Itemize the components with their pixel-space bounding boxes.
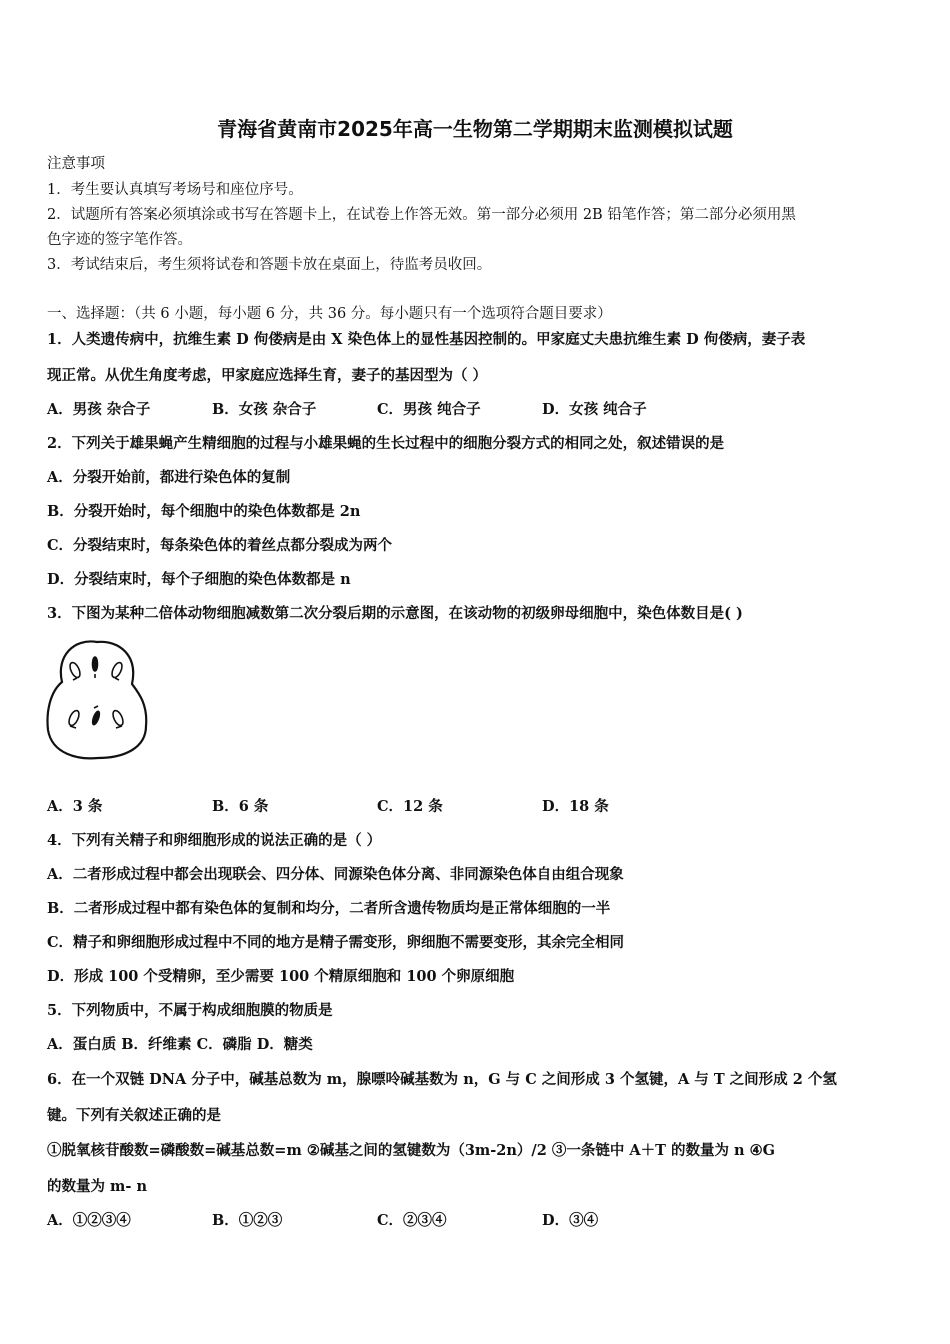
cell-division-figure — [44, 634, 150, 764]
question-2-stem: 2．下列关于雄果蝇产生精细胞的过程与小雄果蝇的生长过程中的细胞分裂方式的相同之处，叙述错误的是 — [47, 435, 725, 452]
option-a: A．分裂开始前，都进行染色体的复制 — [47, 469, 291, 486]
question-6-statements: ①脱氧核苷酸数=磷酸数=碱基总数=m ②碱基之间的氢键数为（3m-2n）/2 ③一条链中 A＋T 的数量为 n ④G — [47, 1142, 776, 1159]
option-b: B．二者形成过程中都有染色体的复制和均分，二者所含遗传物质均是正常体细胞的一半 — [47, 900, 611, 917]
chromosome-group-bottom — [67, 706, 125, 728]
notice-item: 2．试题所有答案必须填涂或书写在答题卡上，在试卷上作答无效。第一部分必须用 2B 铅笔作答；第二部分必须用黑 — [47, 207, 796, 223]
option-d: D．形成 100 个受精卵，至少需要 100 个精原细胞和 100 个卵原细胞 — [47, 968, 515, 985]
option-c: C．精子和卵细胞形成过程中不同的地方是精子需变形，卵细胞不需要变形，其余完全相同 — [47, 934, 625, 951]
option-b: B．分裂开始时，每个细胞中的染色体数都是 2n — [47, 503, 361, 520]
question-6-stem: 6．在一个双链 DNA 分子中，碱基总数为 m，腺嘌呤碱基数为 n，G 与 C 之间形成 3 个氢键，A 与 T 之间形成 2 个氢 — [47, 1071, 837, 1088]
option-b: B．①②③ — [212, 1212, 283, 1229]
option-c: C．分裂结束时，每条染色体的着丝点都分裂成为两个 — [47, 537, 393, 554]
chromosome-group-top — [68, 657, 124, 680]
notice-heading: 注意事项 — [47, 156, 105, 172]
notice-item: 1．考生要认真填写考场号和座位序号。 — [47, 182, 303, 198]
option-a: A．二者形成过程中都会出现联会、四分体、同源染色体分离、非同源染色体自由组合现象 — [47, 866, 624, 883]
option-d: D．分裂结束时，每个子细胞的染色体数都是 n — [47, 571, 351, 588]
question-1-stem: 1．人类遗传病中，抗维生素 D 佝偻病是由 X 染色体上的显性基因控制的。甲家庭丈夫患抗维生素 D 佝偻病，妻子表 — [47, 331, 806, 348]
option-d: D．女孩 纯合子 — [542, 401, 647, 418]
option-d: D．③④ — [542, 1212, 599, 1229]
notice-item: 3．考试结束后，考生须将试卷和答题卡放在桌面上，待监考员收回。 — [47, 257, 492, 273]
question-3-stem: 3．下图为某种二倍体动物细胞减数第二次分裂后期的示意图，在该动物的初级卵母细胞中，染色体数目是( ) — [47, 605, 743, 622]
question-6-stem-cont: 键。下列有关叙述正确的是 — [47, 1107, 221, 1124]
question-1-stem-cont: 现正常。从优生角度考虑，甲家庭应选择生育，妻子的基因型为（ ） — [47, 367, 488, 384]
option-c: C．男孩 纯合子 — [377, 401, 481, 418]
page-title: 青海省黄南市2025年高一生物第二学期期末监测模拟试题 — [217, 117, 733, 141]
option-d: D．18 条 — [542, 798, 609, 815]
option-c: C．②③④ — [377, 1212, 447, 1229]
option-a: A．3 条 — [47, 798, 103, 815]
notice-item: 色字迹的签字笔作答。 — [47, 232, 192, 248]
option-b: B．6 条 — [212, 798, 269, 815]
question-6-statements-cont: 的数量为 m- n — [47, 1178, 147, 1195]
option-a: A．男孩 杂合子 — [47, 401, 151, 418]
question-4-stem: 4．下列有关精子和卵细胞形成的说法正确的是（ ） — [47, 832, 382, 849]
section-heading: 一、选择题：（共 6 小题，每小题 6 分，共 36 分。每小题只有一个选项符合题目要求） — [47, 306, 612, 322]
option-c: C．12 条 — [377, 798, 443, 815]
question-5-options: A．蛋白质 B．纤维素 C．磷脂 D．糖类 — [47, 1036, 313, 1053]
option-b: B．女孩 杂合子 — [212, 401, 317, 418]
question-5-stem: 5．下列物质中，不属于构成细胞膜的物质是 — [47, 1002, 333, 1019]
option-a: A．①②③④ — [47, 1212, 131, 1229]
